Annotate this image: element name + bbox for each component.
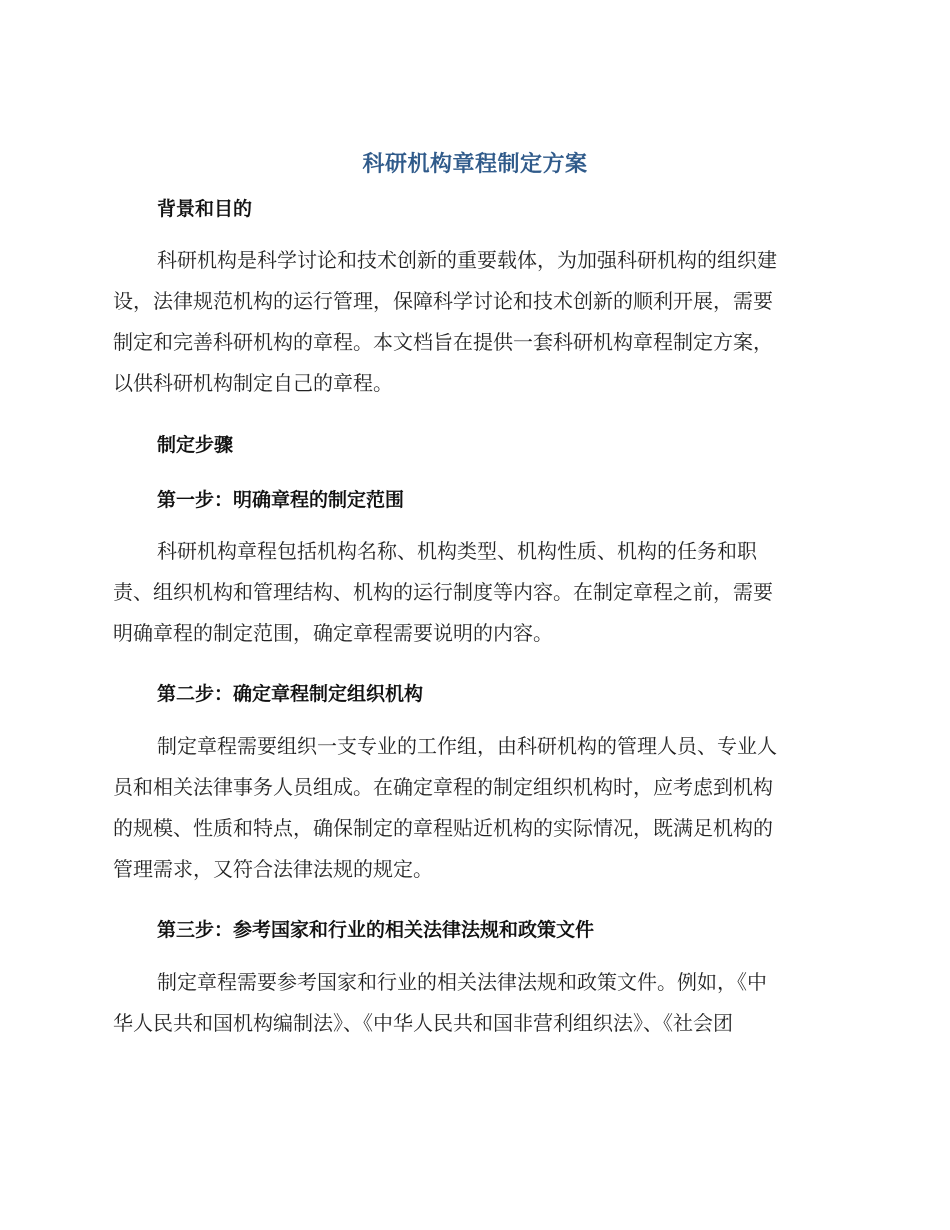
section-heading-step-three: 第三步：参考国家和行业的相关法律法规和政策文件 [157,919,595,941]
paragraph-step-one [113,531,838,654]
paragraph-line: 华人民共和国机构编制法》、《中华人民共和国非营利组织法》、《社会团 [113,1011,733,1035]
paragraph-background [113,240,838,404]
paragraph-step-three [113,962,838,1044]
paragraph-line: 制定章程需要组织一支专业的工作组，由科研机构的管理人员、专业人 [157,734,777,758]
paragraph-line: 员和相关法律事务人员组成。在确定章程的制定组织机构时，应考虑到机构 [113,775,773,799]
paragraph-line: 制定章程需要参考国家和行业的相关法律法规和政策文件。例如，《中 [157,970,767,994]
paragraph-line: 科研机构是科学讨论和技术创新的重要载体，为加强科研机构的组织建 [157,248,777,272]
paragraph-line: 科研机构章程包括机构名称、机构类型、机构性质、机构的任务和职 [157,539,757,563]
paragraph-step-two [113,726,838,890]
section-heading-step-one: 第一步：明确章程的制定范围 [157,489,405,511]
paragraph-line: 责、组织机构和管理结构、机构的运行制度等内容。在制定章程之前，需要 [113,580,773,604]
paragraph-line: 明确章程的制定范围，确定章程需要说明的内容。 [113,621,553,645]
document-title: 科研机构章程制定方案 [362,152,588,177]
paragraph-line: 设，法律规范机构的运行管理，保障科学讨论和技术创新的顺利开展，需要 [113,289,773,313]
paragraph-line: 制定和完善科研机构的章程。本文档旨在提供一套科研机构章程制定方案， [113,330,773,354]
paragraph-line: 的规模、性质和特点，确保制定的章程贴近机构的实际情况，既满足机构的 [113,816,773,840]
paragraph-line: 以供科研机构制定自己的章程。 [113,371,393,395]
section-heading-step-two: 第二步：确定章程制定组织机构 [157,683,424,705]
section-heading-background: 背景和目的 [157,198,253,220]
section-heading-steps: 制定步骤 [157,434,234,456]
paragraph-line: 管理需求，又符合法律法规的规定。 [113,857,433,881]
